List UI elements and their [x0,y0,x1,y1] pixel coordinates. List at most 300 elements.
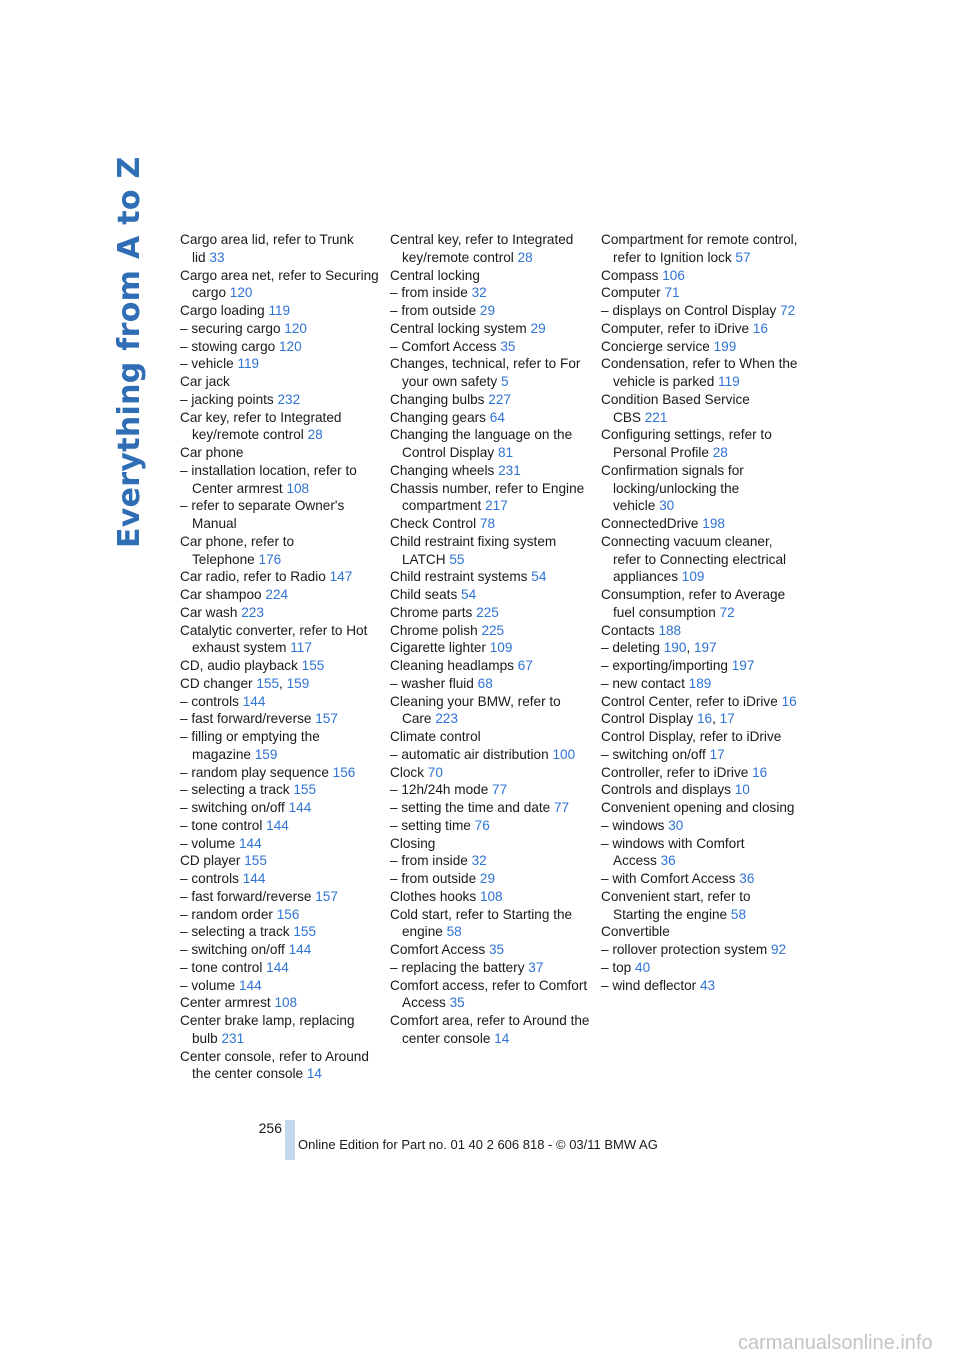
index-entry [180,604,380,622]
page-reference-link[interactable]: 155 [301,658,325,673]
index-entry [180,799,380,817]
index-entry [390,728,590,746]
page-reference-link[interactable]: 119 [268,303,291,318]
page-reference-link[interactable]: 33 [209,249,225,265]
index-entry-text: – switching on/off [180,942,285,957]
index-entry [180,586,380,604]
index-entry [390,799,590,817]
index-entry-text: – random play sequence [180,764,329,780]
index-entry [601,320,801,338]
index-entry-text: Controller, refer to iDrive [601,764,749,780]
index-entry-text: – installation location, refer to Center armrest [180,462,357,496]
index-entry-text: CD player [180,853,241,869]
page-reference-link[interactable]: 76 [474,817,490,833]
index-entry [180,391,380,409]
index-entry [180,320,380,338]
page-reference-link[interactable]: 156 [332,764,356,780]
index-entry [390,231,590,267]
page-reference-link[interactable]: 100 [552,746,576,762]
index-entry [390,639,590,657]
index-entry [390,977,590,1013]
index-entry-text: – tone control [180,959,263,975]
page-reference-link[interactable]: 120 [284,320,307,336]
page-reference-link[interactable]: 197 [694,640,717,656]
index-entry [601,728,801,746]
page-reference-link[interactable]: 77 [492,782,508,798]
page-reference-link[interactable]: 225 [481,622,505,638]
page-reference-link[interactable]: 109 [489,640,513,656]
index-entry-text: – jacking points [180,391,274,407]
index-entry-text: Changing the language on the Control Display [390,427,573,460]
index-entry-text: – automatic air distribution [390,746,549,762]
index-entry [390,1012,590,1048]
page-reference-link[interactable]: 144 [242,871,266,886]
index-entry-text: Cold start, refer to Starting the engine [390,906,573,940]
index-entry-text: Car radio, refer to Radio [180,569,326,585]
index-entry [601,391,801,427]
page-reference-link[interactable]: 119 [237,356,260,372]
index-entry [601,267,801,285]
index-entry-text: – switching on/off [601,746,706,762]
index-column-3 [601,231,801,994]
index-entry [390,959,590,977]
page-reference-link[interactable]: 232 [277,391,301,407]
index-entry [180,462,380,498]
index-entry-text: Changing bulbs [390,391,485,407]
index-entry-text: – vehicle [180,356,234,372]
index-entry-text: Child restraint systems [390,569,528,585]
index-entry [390,284,590,302]
index-entry-text: CD, audio playback [180,658,298,673]
page-reference-link[interactable]: 71 [664,285,680,301]
page-reference-link[interactable]: 223 [435,711,458,727]
page-reference-link[interactable]: 197 [731,658,755,673]
index-entry-text: Connecting vacuum cleaner, refer to Connecting electrical appliances [601,533,787,585]
index-entry [390,462,590,480]
index-entry-text: Clothes hooks [390,888,477,904]
page-reference-link[interactable]: 117 [290,640,312,656]
index-entry [390,320,590,338]
index-entry [390,426,590,462]
index-entry-text: – from outside [390,871,477,886]
index-entry-text: – with Comfort Access [601,871,736,886]
index-entry [601,764,801,782]
index-entry-text: Confirmation signals for locking/unlocking the vehicle [601,462,744,514]
page-reference-link[interactable]: 155 [256,675,280,691]
page-reference-link[interactable]: 189 [688,675,712,691]
index-entry-text: Changing gears [390,409,486,425]
index-entry [180,444,380,462]
index-entry-text: Center console, refer to Around the center console [180,1048,369,1082]
index-entry [601,462,801,515]
index-entry-text: Configuring settings, refer to Personal Profile [601,427,772,460]
index-entry-text: Chrome parts [390,604,473,620]
index-entry: Control Display 16, 17 [601,711,735,727]
index-entry [601,426,801,462]
index-entry [601,622,801,640]
page-reference-link[interactable]: 159 [286,675,310,691]
page-reference-link[interactable]: 231 [221,1030,245,1046]
index-entry [601,959,801,977]
page-reference-link[interactable]: 36 [739,871,755,886]
index-entry: – deleting 190, 197 [601,640,717,656]
page-reference-link[interactable]: 155 [293,782,317,798]
index-entry [601,870,801,888]
page-reference-link[interactable]: 144 [288,942,312,957]
index-entry-text: Concierge service [601,338,710,354]
index-entry-text: Comfort Access [390,942,486,957]
index-entry [180,852,380,870]
index-entry-text: Contacts [601,622,655,638]
page-reference-link[interactable]: 28 [517,249,533,265]
index-entry-text: – rollover protection system [601,942,768,957]
index-entry-text: Comfort area, refer to Around the center console [390,1013,590,1046]
index-entry [180,994,380,1012]
index-entry-text: Changing wheels [390,462,495,478]
index-entry [390,835,590,853]
index-entry-text: – controls [180,871,239,886]
index-entry [390,941,590,959]
index-entry [601,835,801,871]
index-entry [390,870,590,888]
index-entry-text: Convenient start, refer to Starting the engine [601,888,751,922]
page-reference-link[interactable]: 16 [696,711,713,727]
page-reference-link[interactable]: 120 [229,285,253,301]
index-entry-text: Car key, refer to Integrated key/remote control [180,409,342,443]
index-entry-text: Controls and displays [601,782,731,798]
index-entry [390,906,590,942]
section-side-title: Everything from A to Z [112,156,147,548]
page-reference-link[interactable]: 159 [254,746,278,762]
index-entry-text: Central locking system [390,320,527,336]
page-reference-link[interactable]: 17 [719,711,735,727]
page-reference-link[interactable]: 16 [752,320,768,336]
page-reference-link[interactable]: 54 [461,587,477,602]
index-entry [601,355,801,391]
index-column-1 [180,231,380,1083]
index-entry-text: – controls [180,693,239,709]
index-entry [180,302,380,320]
watermark: carmanualsonline.info [738,1332,933,1354]
index-entry [180,781,380,799]
page-reference-link[interactable]: 156 [276,906,300,922]
index-entry-text: – washer fluid [390,675,474,691]
index-entry-text: Center armrest [180,995,271,1011]
page-reference-link[interactable]: 109 [681,569,705,585]
page-reference-link[interactable]: 58 [446,924,462,940]
index-entry [601,817,801,835]
index-entry [390,781,590,799]
page-reference-link[interactable]: 43 [700,977,716,993]
index-entry-text: Chassis number, refer to Engine compartment [390,480,585,514]
page-reference-link[interactable]: 157 [315,711,338,727]
index-entry [601,693,801,711]
index-entry-text: – selecting a track [180,924,290,940]
page-reference-link[interactable]: 67 [517,658,533,673]
page-reference-link[interactable]: 55 [449,551,465,567]
index-entry [601,977,801,995]
index-entry-text: – deleting [601,640,660,656]
page-reference-link[interactable]: 5 [500,374,509,389]
index-entry-text: Computer [601,285,661,301]
page-reference-link[interactable]: 72 [719,604,735,620]
index-entry-text: Check Control [390,516,477,531]
page-reference-link[interactable]: 14 [306,1066,322,1082]
index-entry-text: Compartment for remote control, refer to Ignition lock [601,232,798,265]
index-entry [601,302,801,320]
index-entry-text: Control Display, refer to iDrive [601,729,782,744]
index-entry [180,959,380,977]
index-entry [180,728,380,764]
page-reference-link[interactable]: 188 [658,622,682,638]
index-entry-text: Catalytic converter, refer to Hot exhaust system [180,622,368,656]
index-entry-text: – new contact [601,675,685,691]
index-entry-text: Child restraint fixing system LATCH [390,533,557,567]
index-entry [390,817,590,835]
page-reference-link[interactable]: 223 [241,604,264,620]
index-entry [601,586,801,622]
index-entry-text: Cigarette lighter [390,640,486,656]
index-entry [601,515,801,533]
page-reference-link[interactable]: 147 [329,569,353,585]
index-entry [180,355,380,373]
index-entry-text: Center brake lamp, replacing bulb [180,1013,355,1046]
index-entry-text: – volume [180,835,236,851]
page-reference-link[interactable]: 29 [479,303,496,318]
index-entry-text: – from inside [390,285,468,301]
page-reference-link[interactable]: 106 [662,267,685,283]
page-reference-link[interactable]: 225 [476,604,499,620]
index-entry-text: Computer, refer to iDrive [601,320,750,336]
page-reference-link[interactable]: 35 [488,942,505,957]
index-entry [180,622,380,658]
index-entry [390,302,590,320]
page-reference-link[interactable]: 14 [494,1030,510,1046]
page-reference-link[interactable]: 227 [488,391,511,407]
index-entry-text: – selecting a track [180,782,290,798]
page-reference-link[interactable]: 108 [286,480,310,496]
page-reference-link[interactable]: 144 [266,959,289,975]
index-entry [180,888,380,906]
index-entry-text: Closing [390,835,436,851]
index-entry-text: – Comfort Access [390,338,497,354]
page-reference-link[interactable]: 144 [238,977,262,993]
index-entry [390,657,590,675]
index-entry [390,746,590,764]
page-reference-link[interactable]: 30 [659,498,675,514]
index-entry-text: Cleaning headlamps [390,658,514,673]
page-reference-link[interactable]: 217 [485,498,508,514]
index-entry [180,533,380,569]
page-reference-link[interactable]: 78 [479,516,496,531]
index-entry [180,657,380,675]
page-reference-link[interactable]: 57 [735,249,751,265]
index-entry [180,870,380,888]
page-reference-link[interactable]: 29 [479,871,496,886]
page-reference-link[interactable]: 231 [498,462,521,478]
index-entry-text: – setting time [390,817,471,833]
index-entry [180,977,380,995]
page-reference-link[interactable]: 35 [449,995,465,1011]
index-entry [390,338,590,356]
page-reference-link[interactable]: 144 [238,835,262,851]
index-entry [601,888,801,924]
index-entry [390,480,590,516]
index-entry [390,622,590,640]
index-entry-text: – displays on Control Display [601,303,777,318]
page-reference-link[interactable]: 224 [265,587,289,602]
index-entry-text: Compass [601,267,659,283]
index-entry-text: Car wash [180,604,238,620]
index-entry [180,693,380,711]
index-column-2 [390,231,590,1048]
index-entry-text: Consumption, refer to Average fuel consumption [601,587,786,620]
index-entry-text: – windows with Comfort Access [601,835,745,869]
index-entry [601,657,801,675]
index-entry [180,764,380,782]
index-entry-text: Central key, refer to Integrated key/remote control [390,232,574,265]
page-reference-link[interactable]: 16 [781,693,797,709]
page-reference-link[interactable]: 144 [288,800,312,815]
index-entry-text: Central locking [390,267,480,283]
index-entry-text: Condensation, refer to When the vehicle is parked [601,356,798,389]
index-entry-text: – wind deflector [601,977,697,993]
index-entry-text: Car phone, refer to Telephone [180,533,295,567]
page-reference-link[interactable]: 32 [471,285,487,301]
index-entry [390,267,590,285]
index-entry [390,568,590,586]
page-reference-link[interactable]: 176 [258,551,282,567]
page-reference-link[interactable]: 81 [497,445,514,460]
page-reference-link[interactable]: 32 [471,853,487,869]
page-reference-link[interactable]: 108 [274,995,298,1011]
index-entry-text: Child seats [390,587,458,602]
index-entry [180,409,380,445]
index-entry-text: Chrome polish [390,622,478,638]
page-reference-link[interactable]: 199 [713,338,737,354]
page-reference-link[interactable]: 30 [668,817,684,833]
index-entry-text: – from inside [390,853,468,869]
page-reference-link[interactable]: 10 [734,782,750,798]
page-reference-link[interactable]: 155 [244,853,267,869]
index-entry [180,1012,380,1048]
index-entry [390,675,590,693]
index-entry [180,710,380,728]
index-entry [601,799,801,817]
page-reference-link[interactable]: 17 [709,746,725,762]
index-entry-text: – setting the time and date [390,800,551,815]
page-reference-link[interactable]: 190 [663,640,687,656]
footer-accent-bar [285,1120,295,1160]
page-reference-link[interactable]: 64 [489,409,505,425]
index-entry-text: Clock [390,764,424,780]
page-reference-link[interactable]: 144 [242,693,266,709]
index-entry [180,923,380,941]
index-entry [390,852,590,870]
page-reference-link[interactable]: 54 [531,569,547,585]
index-entry-text: – windows [601,817,665,833]
page-reference-link[interactable]: 29 [530,320,546,336]
index-entry-text: Car shampoo [180,587,262,602]
index-entry-text: Control Center, refer to iDrive [601,693,778,709]
index-entry-text: – 12h/24h mode [390,782,489,798]
index-entry-text: Convertible [601,924,670,940]
index-entry-text: Cleaning your BMW, refer to Care [390,693,561,727]
index-entry [390,764,590,782]
index-entry [390,693,590,729]
index-entry [180,1048,380,1084]
index-entry [601,338,801,356]
page-reference-link[interactable]: 72 [780,303,796,318]
index-entry-text: Climate control [390,729,481,744]
page-reference-link[interactable]: 157 [315,888,338,904]
index-entry [180,906,380,924]
index-entry [180,835,380,853]
index-entry-text: CD changer [180,675,253,691]
index-entry [601,284,801,302]
page-reference-link[interactable]: 28 [307,427,323,443]
page-reference-link[interactable]: 92 [771,942,787,957]
page-reference-link[interactable]: 68 [477,675,493,691]
page-reference-link[interactable]: 120 [279,338,302,354]
page-reference-link[interactable]: 108 [479,888,503,904]
page-reference-link[interactable]: 36 [660,853,676,869]
index-entry [390,533,590,569]
page-reference-link[interactable]: 40 [635,959,651,975]
index-entry [601,746,801,764]
index-entry-text: – replacing the battery [390,959,525,975]
index-entry-text: – tone control [180,817,263,833]
index-entry [390,586,590,604]
index-entry [390,604,590,622]
page-reference-link[interactable]: 16 [752,764,768,780]
page-reference-link[interactable]: 144 [266,817,289,833]
footer-edition-note: Online Edition for Part no. 01 40 2 606 818 - © 03/11 BMW AG [298,1137,658,1152]
page-reference-link[interactable]: 35 [500,338,516,354]
index-entry [601,923,801,941]
page-reference-link[interactable]: 77 [554,800,570,815]
index-entry-text: – switching on/off [180,800,285,815]
index-entry [601,533,801,586]
page-reference-link[interactable]: 28 [712,445,728,460]
index-entry-text: Comfort access, refer to Comfort Access [390,977,588,1011]
index-entry [601,941,801,959]
page-reference-link[interactable]: 155 [293,924,317,940]
page-reference-link[interactable]: 221 [644,409,668,425]
page-number: 256 [258,1120,282,1136]
index-entry-text: – top [601,959,632,975]
index-entry-text: Condition Based Service CBS [601,391,750,425]
index-entry-text: Changes, technical, refer to For your own safety [390,356,581,389]
index-entry [390,355,590,391]
page-reference-link[interactable]: 37 [528,959,544,975]
index-entry-text: – fast forward/reverse [180,888,312,904]
index-entry [180,568,380,586]
index-entry-text: ConnectedDrive [601,516,699,531]
page-reference-link[interactable]: 119 [718,374,740,389]
index-entry-text: Car jack [180,374,230,389]
page-reference-link[interactable]: 58 [730,906,747,922]
index-entry-text: Control Display [601,711,694,727]
index-entry [390,409,590,427]
index-entry [180,497,380,533]
index-entry-text: – fast forward/reverse [180,711,312,727]
page-reference-link[interactable]: 70 [427,764,443,780]
index-entry [390,515,590,533]
index-entry-text: – securing cargo [180,320,281,336]
index-entry [180,941,380,959]
page-reference-link[interactable]: 198 [702,516,725,531]
